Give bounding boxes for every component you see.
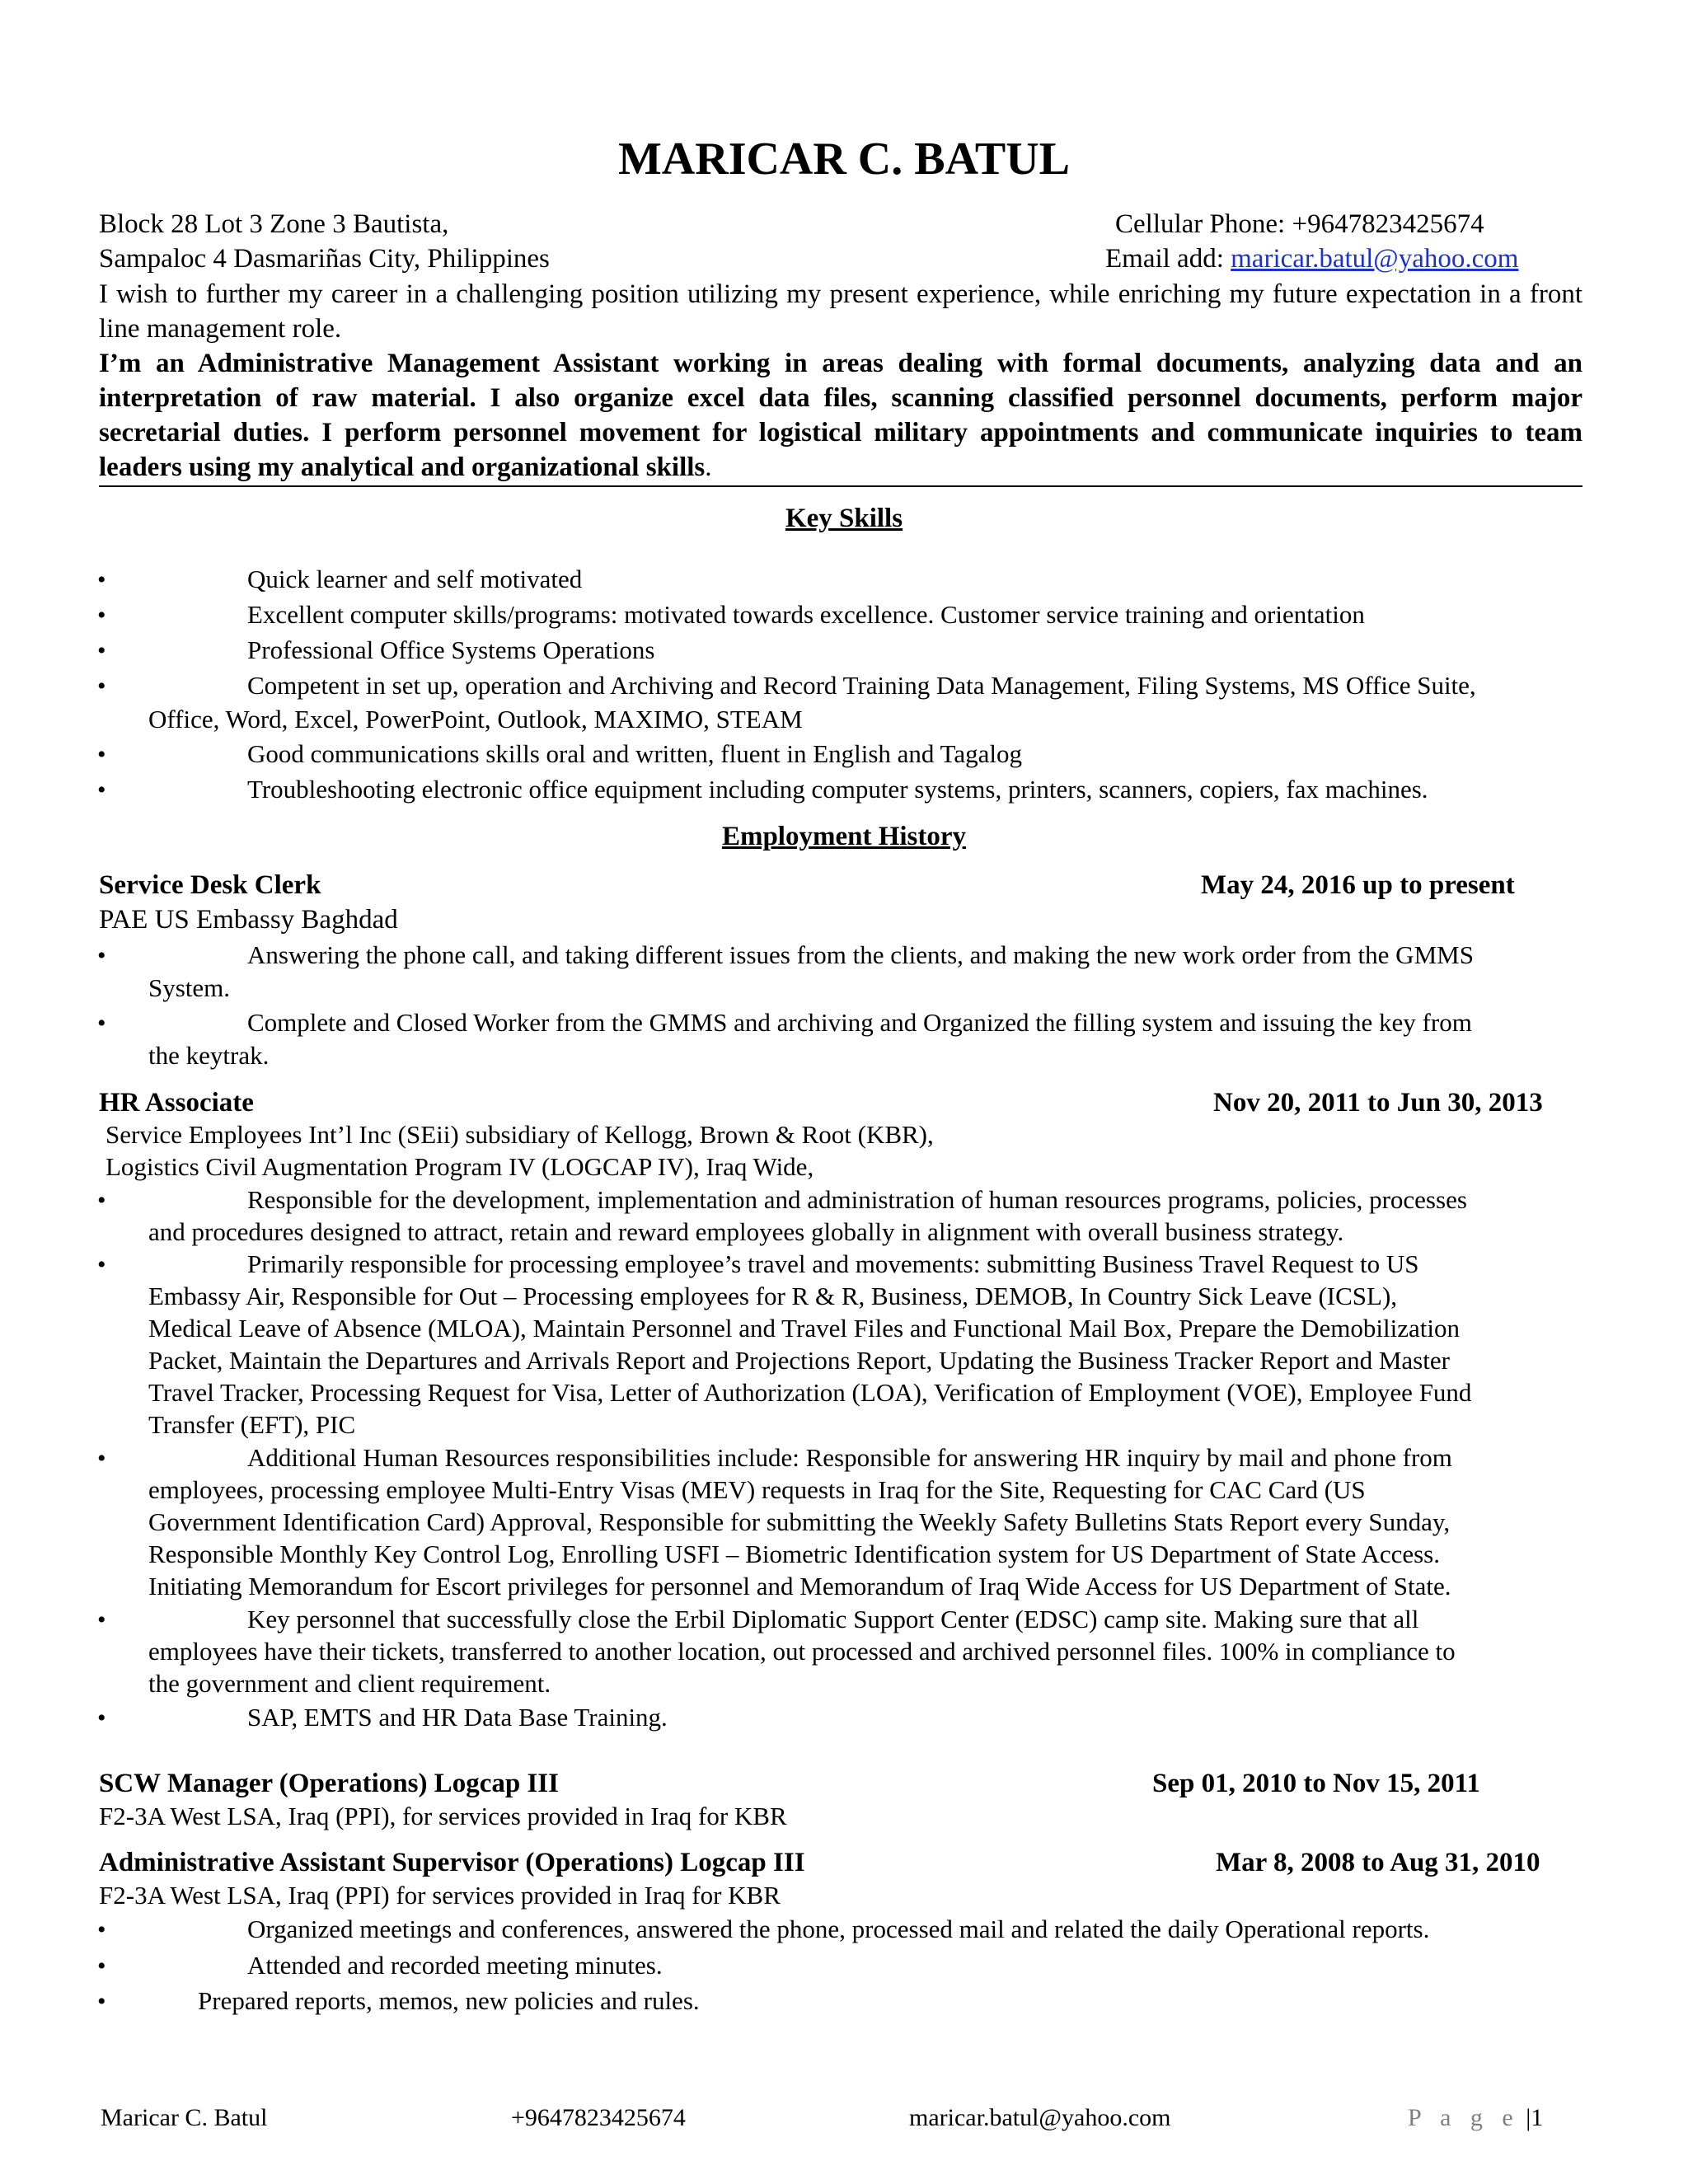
job-dates: Sep 01, 2010 to Nov 15, 2011 xyxy=(1152,1769,1480,1798)
bullet-icon: • xyxy=(97,1187,106,1214)
page-label: P a g e xyxy=(1408,2104,1520,2131)
bullet-icon: • xyxy=(97,1988,106,2015)
job-duty: Prepared reports, memos, new policies and rules. xyxy=(198,1986,700,2015)
bullet-icon: • xyxy=(97,566,106,593)
bullet-icon: • xyxy=(97,1952,106,1980)
job-duty-continued: the government and client requirement. xyxy=(148,1669,551,1698)
bullet-icon: • xyxy=(97,602,106,629)
job-company: Service Employees Int’l Inc (SEii) subsidiary of Kellogg, Brown & Root (KBR), xyxy=(106,1120,934,1149)
job-duty: Complete and Closed Worker from the GMMS and archiving and Organized the filling system and issuing the key from xyxy=(247,1008,1472,1037)
summary-period: . xyxy=(705,452,712,482)
key-skills-heading: Key Skills xyxy=(785,504,903,533)
address-line-2: Sampaloc 4 Dasmariñas City, Philippines xyxy=(99,244,550,274)
address-line-1: Block 28 Lot 3 Zone 3 Bautista, xyxy=(99,209,449,239)
job-dates: May 24, 2016 up to present xyxy=(1201,870,1515,900)
job-dates: Mar 8, 2008 to Aug 31, 2010 xyxy=(1216,1848,1540,1877)
skill-item-continued: Office, Word, Excel, PowerPoint, Outlook, MAXIMO, STEAM xyxy=(148,705,803,733)
job-duty: SAP, EMTS and HR Data Base Training. xyxy=(247,1703,668,1732)
section-divider xyxy=(99,485,1582,487)
job-duty: Attended and recorded meeting minutes. xyxy=(247,1951,663,1980)
job-duty-continued: the keytrak. xyxy=(148,1041,270,1070)
bullet-icon: • xyxy=(97,673,106,700)
footer-name: Maricar C. Batul xyxy=(101,2104,268,2131)
page-number xyxy=(1408,2103,1543,2133)
job-duty-continued: Transfer (EFT), PIC xyxy=(148,1410,356,1439)
bullet-icon: • xyxy=(97,1445,106,1472)
job-duty-continued: Government Identification Card) Approval, Responsible for submitting the Weekly Safety Bulletins Stats Report every Sunday, xyxy=(148,1507,1451,1536)
page-separator: | xyxy=(1526,2104,1531,2131)
footer-phone: +9647823425674 xyxy=(511,2104,686,2131)
job-duty-continued: Responsible Monthly Key Control Log, Enrolling USFI – Biometric Identification system for US Department of State Access. xyxy=(148,1540,1440,1568)
job-duty-continued: Packet, Maintain the Departures and Arrivals Report and Projections Report, Updating the Business Tracker Report and Master xyxy=(148,1346,1450,1375)
email-link[interactable]: maricar.batul@yahoo.com xyxy=(1231,244,1519,274)
job-title: HR Associate xyxy=(99,1088,254,1118)
job-duty-continued: Travel Tracker, Processing Request for Visa, Letter of Authorization (LOA), Verification of Employment (VOE), Employee Fund xyxy=(148,1378,1472,1407)
job-duty: Responsible for the development, implementation and administration of human resources programs, policies, processes xyxy=(247,1185,1467,1214)
job-duty-continued: Initiating Memorandum for Escort privileges for personnel and Memorandum of Iraq Wide Access for US Department of State. xyxy=(148,1572,1451,1601)
candidate-name: MARICAR C. BATUL xyxy=(617,134,1071,185)
job-company: F2-3A West LSA, Iraq (PPI) for services provided in Iraq for KBR xyxy=(99,1881,781,1910)
phone-number: Cellular Phone: +9647823425674 xyxy=(1115,209,1484,239)
job-title: Service Desk Clerk xyxy=(99,870,321,900)
job-title: SCW Manager (Operations) Logcap III xyxy=(99,1769,559,1798)
bullet-icon: • xyxy=(97,1704,106,1732)
job-duty: Answering the phone call, and taking different issues from the clients, and making the new work order from the GMMS xyxy=(247,940,1474,969)
email-line xyxy=(1105,242,1518,276)
job-duty: Additional Human Resources responsibilities include: Responsible for answering HR inquiry by mail and phone from xyxy=(247,1443,1452,1472)
job-title: Administrative Assistant Supervisor (Operations) Logcap III xyxy=(99,1848,805,1877)
job-duty-continued: employees have their tickets, transferred to another location, out processed and archived personnel files. 100% in compliance to xyxy=(148,1637,1456,1666)
job-duty: Key personnel that successfully close the Erbil Diplomatic Support Center (EDSC) camp site. Making sure that all xyxy=(247,1605,1419,1633)
job-program: Logistics Civil Augmentation Program IV (LOGCAP IV), Iraq Wide, xyxy=(106,1152,814,1181)
bullet-icon: • xyxy=(97,1251,106,1278)
job-duty-continued: Medical Leave of Absence (MLOA), Maintain Personnel and Travel Files and Functional Mail Box, Prepare the Demobilization xyxy=(148,1314,1460,1343)
bullet-icon: • xyxy=(97,1916,106,1943)
objective-text: I wish to further my career in a challenging position utilizing my present experience, while enriching my future expectation in a front line management role. xyxy=(99,279,1582,344)
job-duty-continued: System. xyxy=(148,973,231,1002)
job-duty: Organized meetings and conferences, answered the phone, processed mail and related the daily Operational reports. xyxy=(247,1915,1430,1943)
job-duty-continued: Embassy Air, Responsible for Out – Processing employees for R & R, Business, DEMOB, In Country Sick Leave (ICSL), xyxy=(148,1282,1398,1310)
bullet-icon: • xyxy=(97,637,106,664)
email-label: Email add: xyxy=(1105,244,1224,274)
page-number-value: 1 xyxy=(1531,2104,1544,2131)
bullet-icon: • xyxy=(97,1010,106,1037)
job-duty-continued: and procedures designed to attract, retain and reward employees globally in alignment with overall business strategy. xyxy=(148,1217,1344,1246)
job-duty: Primarily responsible for processing employee’s travel and movements: submitting Business Travel Request to US xyxy=(247,1249,1419,1278)
bullet-icon: • xyxy=(97,1606,106,1633)
skill-item: Competent in set up, operation and Archiving and Record Training Data Management, Filing Systems, MS Office Suite, xyxy=(247,671,1476,700)
skill-item: Good communications skills oral and written, fluent in English and Tagalog xyxy=(247,739,1023,768)
job-duty-continued: employees, processing employee Multi-Entry Visas (MEV) requests in Iraq for the Site, Requesting for CAC Card (US xyxy=(148,1475,1366,1504)
bullet-icon: • xyxy=(97,942,106,969)
skill-item: Excellent computer skills/programs: motivated towards excellence. Customer service training and orientation xyxy=(247,600,1365,629)
job-dates: Nov 20, 2011 to Jun 30, 2013 xyxy=(1213,1088,1543,1118)
employment-history-heading: Employment History xyxy=(721,822,967,851)
job-company: F2-3A West LSA, Iraq (PPI), for services provided in Iraq for KBR xyxy=(99,1802,787,1830)
skill-item: Professional Office Systems Operations xyxy=(247,635,655,664)
summary-body: I’m an Administrative Management Assistant working in areas dealing with formal documents, analyzing data and an interpretation of raw material. I also organize excel data files, scanning classified personnel documents, perform major secretarial duties. I perform personnel movement for logistical military appointments and communicate inquiries to team leaders using my analytical and organizational skills xyxy=(99,349,1582,482)
bullet-icon: • xyxy=(97,776,106,804)
summary-text xyxy=(99,346,1582,485)
footer-email: maricar.batul@yahoo.com xyxy=(909,2104,1171,2131)
job-company: PAE US Embassy Baghdad xyxy=(99,905,398,935)
skill-item: Troubleshooting electronic office equipment including computer systems, printers, scanners, copiers, fax machines. xyxy=(247,775,1428,804)
skill-item: Quick learner and self motivated xyxy=(247,565,583,593)
bullet-icon: • xyxy=(97,741,106,768)
